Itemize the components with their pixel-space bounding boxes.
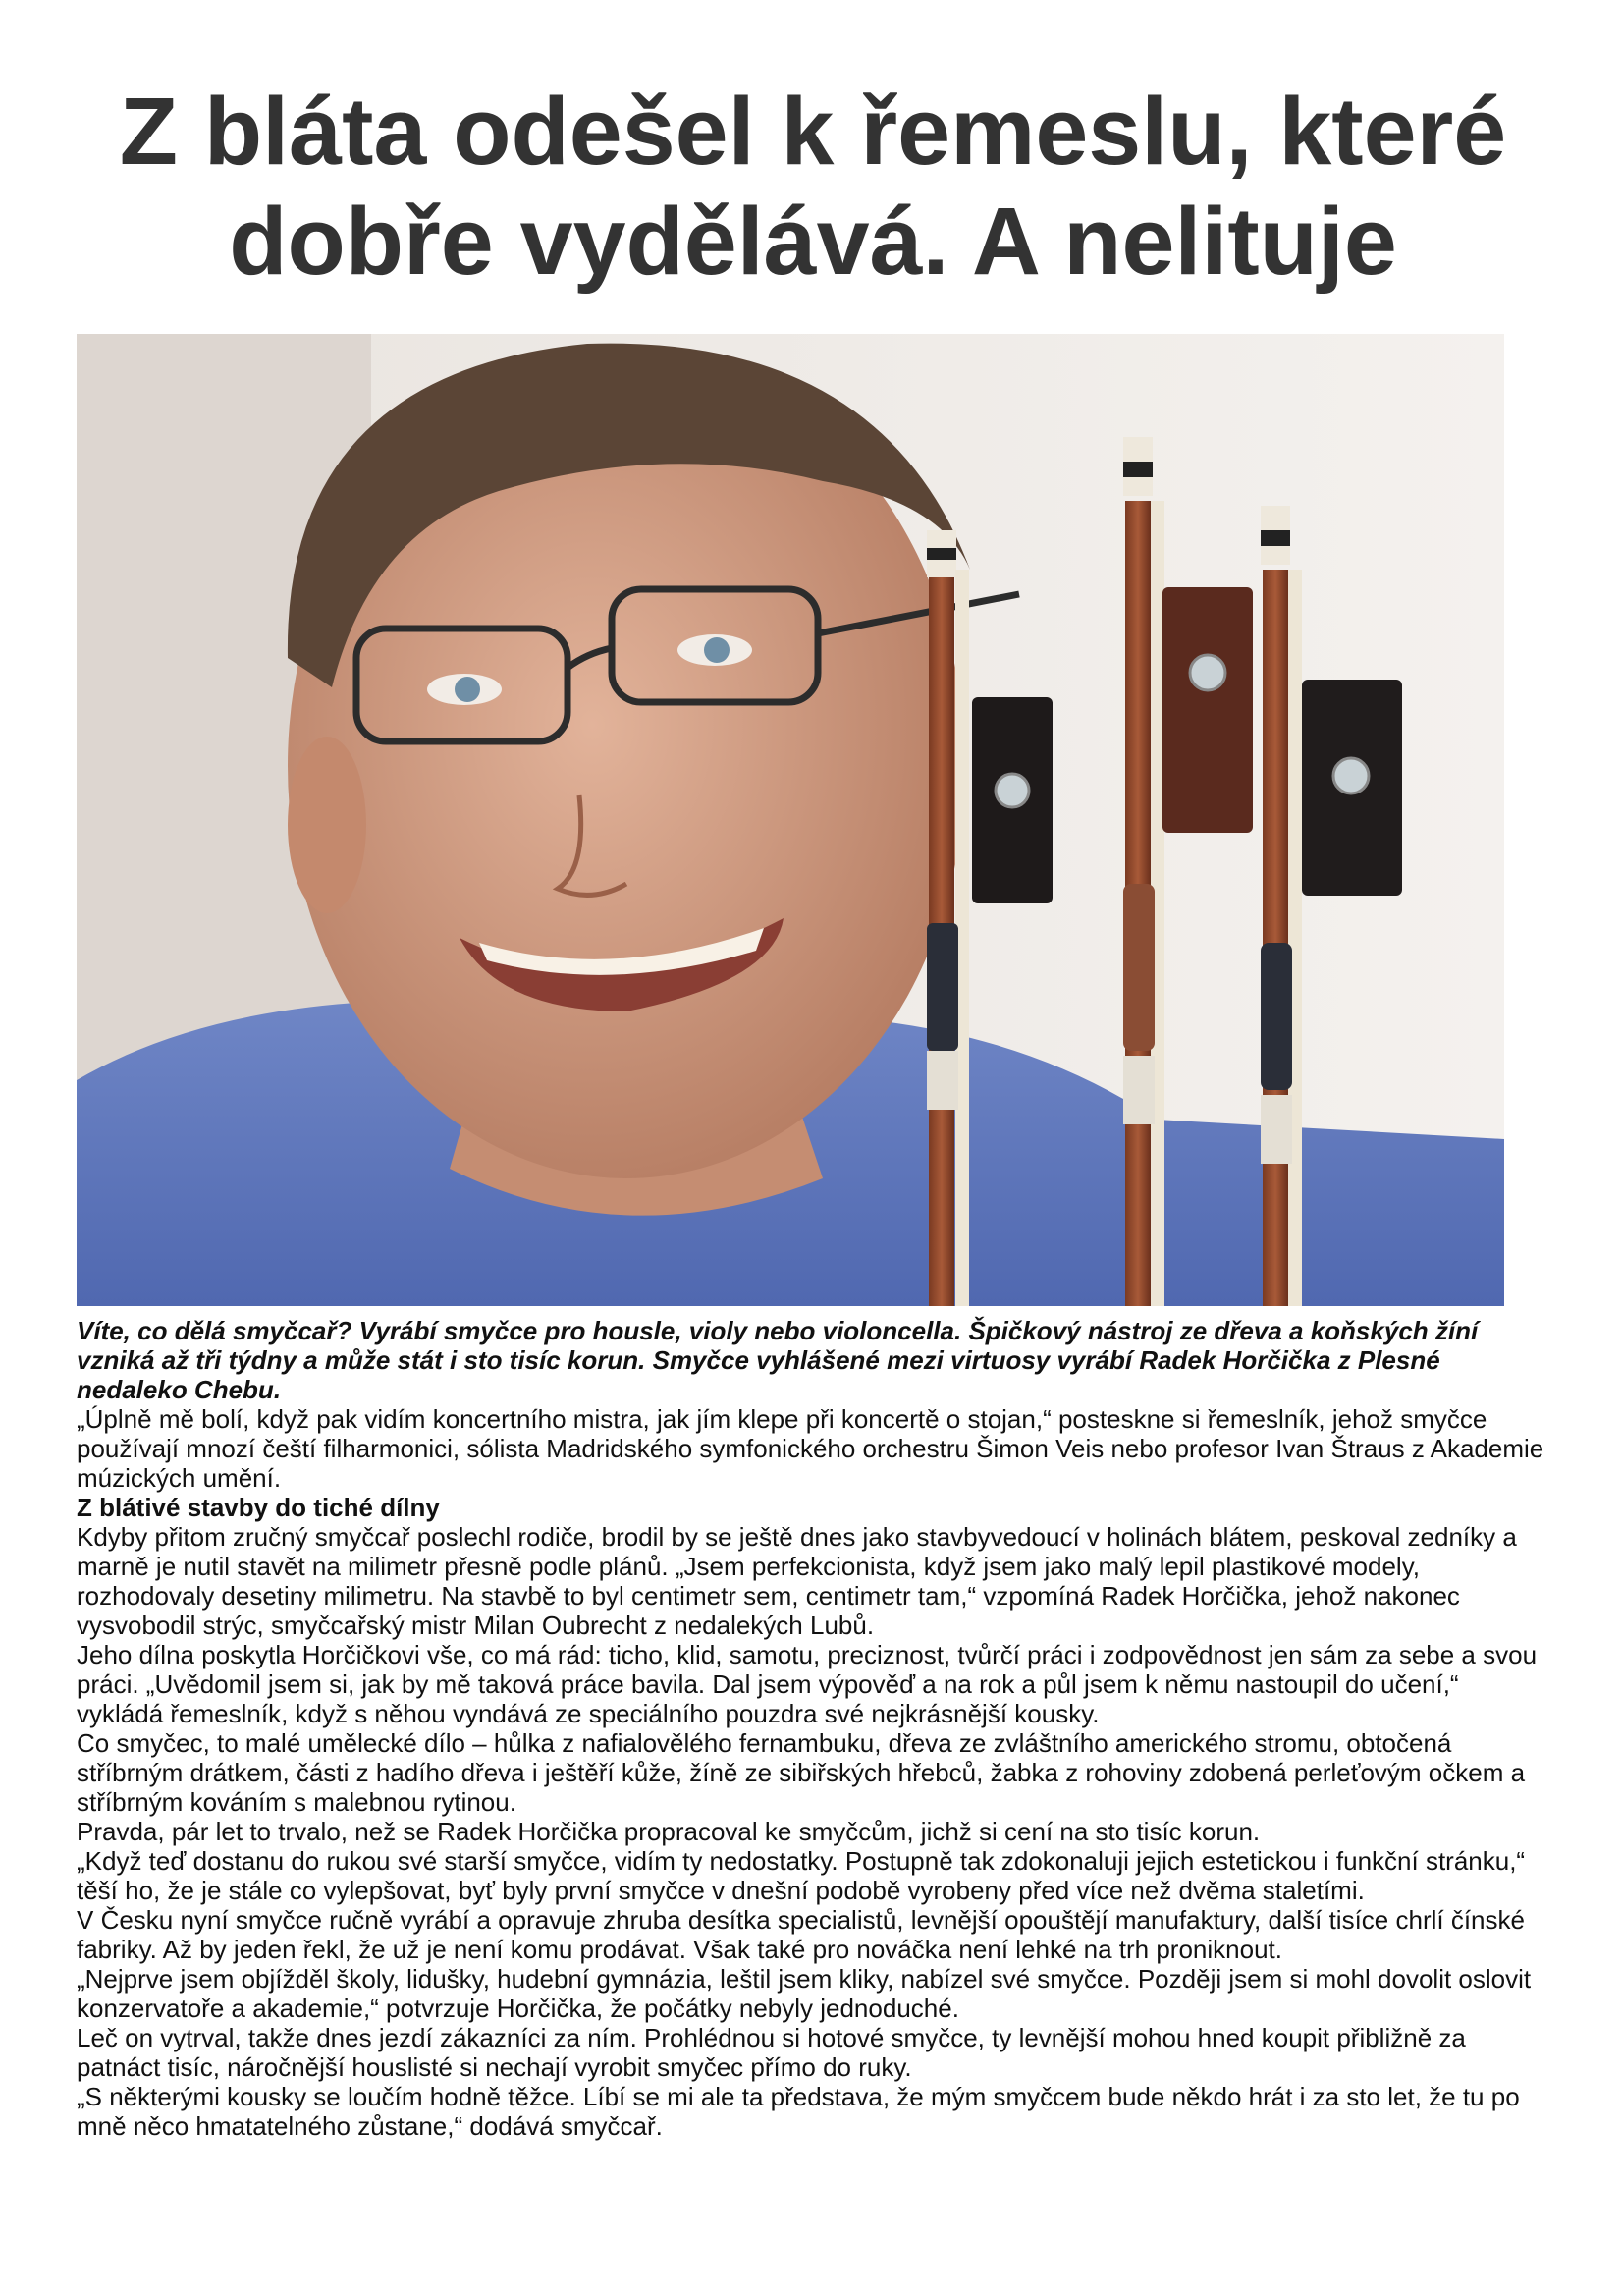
article-paragraph: Co smyčec, to malé umělecké dílo – hůlka z nafialovělého fernambuku, dřeva ze zvláštního amerického stromu, obtočená stříbrným drátkem, části z hadího dřeva i ještěří kůže, žíně ze sibiřských hřebců, žabka z rohoviny zdobená perleťovým očkem a stříbrným kováním s malebnou rytinou.: [77, 1728, 1526, 1817]
article-text: [77, 1316, 1549, 2141]
article-paragraph: „Když teď dostanu do rukou své starší smyčce, vidím ty nedostatky. Postupně tak zdokonaluji jejich estetickou i funkční stránku,“ těší ho, že je stále co vylepšovat, byť byly první smyčce v dnešní podobě vyrobeny před více než dvěma staletími.: [77, 1846, 1526, 1905]
article-paragraph: Kdyby přitom zručný smyčcař poslechl rodiče, brodil by se ještě dnes jako stavbyvedoucí v holinách blátem, peskoval zedníky a marně je nutil stavět na milimetr přesně podle plánů. „Jsem perfekcionista, když jsem jako malý lepil plastikové modely, rozhodovaly desetiny milimetru. Na stavbě to byl centimetr sem, centimetr tam,“ vzpomíná Radek Horčička, jehož nakonec vysvobodil strýc, smyčcařský mistr Milan Oubrecht z nedalekých Lubů.: [77, 1522, 1517, 1640]
article-paragraph: „Nejprve jsem objížděl školy, lidušky, hudební gymnázia, leštil jsem kliky, nabízel své smyčce. Později jsem si mohl dovolit oslovit konzervatoře a akademie,“ potvrzuje Horčička, že počátky nebyly jednoduché.: [77, 1964, 1532, 2023]
article-paragraph: Pravda, pár let to trvalo, než se Radek Horčička propracoval ke smyčcům, jichž si cení na sto tisíc korun.: [77, 1817, 1261, 1846]
article-paragraph: V Česku nyní smyčce ručně vyrábí a opravuje zhruba desítka specialistů, levnější opouštějí manufaktury, další tisíce chrlí čínské fabriky. Až by jeden řekl, že už je není komu prodávat. Však také pro nováčka není lehké na trh proniknout.: [77, 1905, 1525, 1964]
article-paragraph: Leč on vytrval, takže dnes jezdí zákazníci za ním. Prohlédnou si hotové smyčce, ty levnější mohou hned koupit přibližně za patnáct tisíc, náročnější houslisté si nechají vyrobit smyčec přímo do ruky.: [77, 2023, 1466, 2082]
article-paragraph: „Úplně mě bolí, když pak vidím koncertního mistra, jak jím klepe při koncertě o stojan,“ posteskne si řemeslník, jehož smyčce používají mnozí čeští filharmonici, sólista Madridského symfonického orchestru Šimon Veis nebo profesor Ivan Štraus z Akademie múzických umění.: [77, 1404, 1544, 1493]
article-paragraph: „S některými kousky se loučím hodně těžce. Líbí se mi ale ta představa, že mým smyčcem bude někdo hrát i za sto let, že tu po mně něco hmatatelného zůstane,“ dodává smyčcař.: [77, 2082, 1520, 2141]
article-paragraph: Jeho dílna poskytla Horčičkovi vše, co má rád: ticho, klid, samotu, preciznost, tvůrčí práci i zodpovědnost jen sám za sebe a svou práci. „Uvědomil jsem si, jak by mě taková práce bavila. Dal jsem výpověď a na rok a půl jsem k němu nastoupil do učení,“ vykládá řemeslník, když s něhou vyndává ze speciálního pouzdra své nejkrásnější kousky.: [77, 1640, 1538, 1728]
article-subheading: Z blátivé stavby do tiché dílny: [77, 1493, 440, 1522]
article-perex: Víte, co dělá smyčcař? Vyrábí smyčce pro housle, violy nebo violoncella. Špičkový nástroj ze dřeva a koňských žíní vzniká až tři týdny a může stát i sto tisíc korun. Smyčce vyhlášené mezi virtuosy vyrábí Radek Horčička z Plesné nedaleko Chebu.: [77, 1316, 1479, 1404]
portrait-photo: [77, 334, 1504, 1306]
headline: Z bláta odešel k řemeslu, které dobře vydělává. A nelituje: [119, 78, 1507, 295]
